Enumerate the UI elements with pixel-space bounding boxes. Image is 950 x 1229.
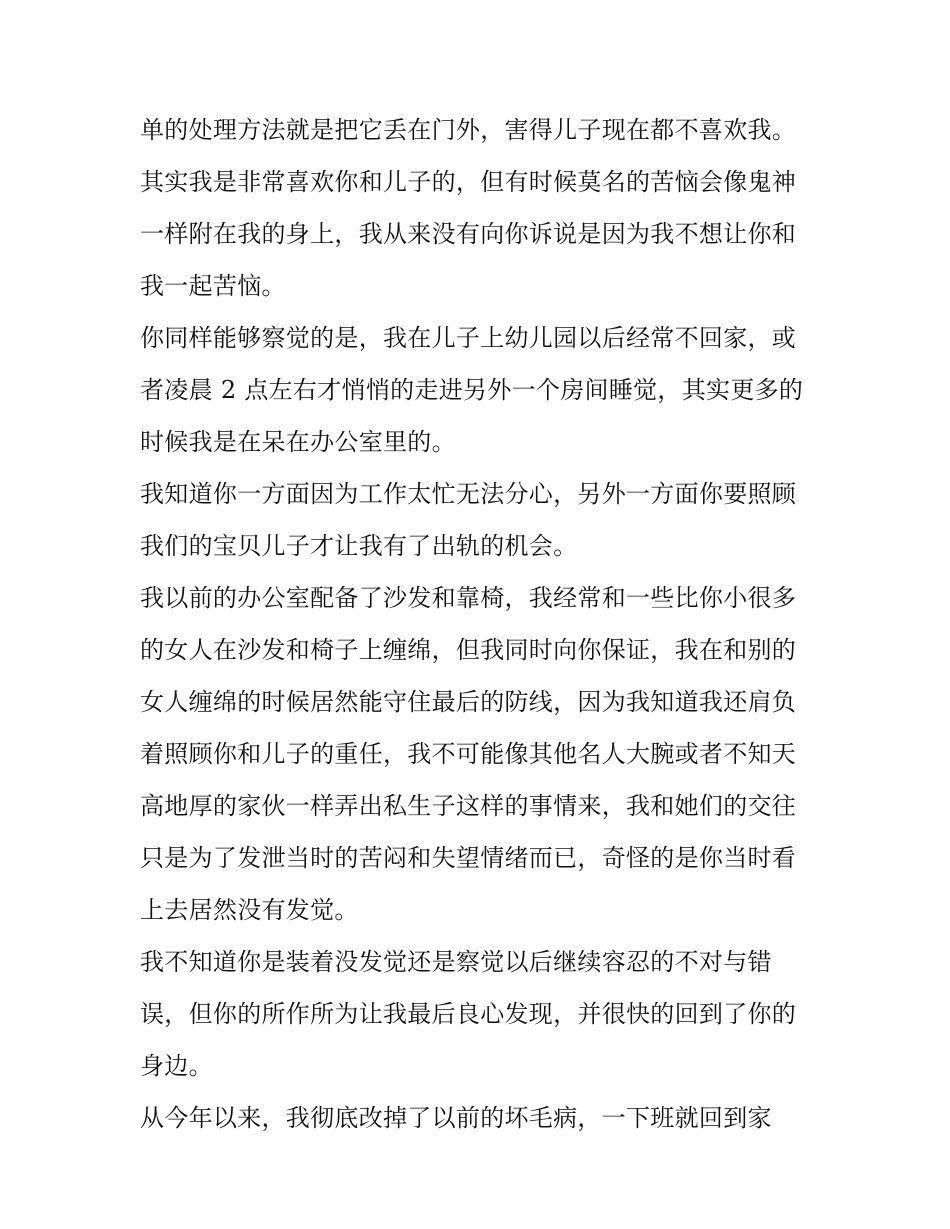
document-body [140, 104, 812, 1144]
paragraph: 我不知道你是装着没发觉还是察觉以后继续容忍的不对与错误，但你的所作所为让我最后良心发现，并很快的回到了你的身边。 [140, 948, 797, 1080]
paragraph: 你同样能够察觉的是，我在儿子上幼儿园以后经常不回家，或者凌晨 2 点左右才悄悄的走进另外一个房间睡觉，其实更多的时候我是在呆在办公室里的。 [140, 324, 804, 456]
paragraph: 其实我是非常喜欢你和儿子的，但有时候莫名的苦恼会像鬼神一样附在我的身上，我从来没有向你诉说是因为我不想让你和我一起苦恼。 [140, 168, 797, 300]
paragraph: 我知道你一方面因为工作太忙无法分心，另外一方面你要照顾我们的宝贝儿子才让我有了出轨的机会。 [140, 480, 797, 560]
paragraph: 我以前的办公室配备了沙发和靠椅，我经常和一些比你小很多的女人在沙发和椅子上缠绵，但我同时向你保证，我在和别的女人缠绵的时候居然能守住最后的防线，因为我知道我还肩负着照顾你和儿子的重任，我不可能像其他名人大腕或者不知天高地厚的家伙一样弄出私生子这样的事情来，我和她们的交往只是为了发泄当时的苦闷和失望情绪而已，奇怪的是你当时看上去居然没有发觉。 [140, 584, 797, 924]
paragraph: 从今年以来，我彻底改掉了以前的坏毛病，一下班就回到家 [140, 1104, 772, 1132]
paragraph: 单的处理方法就是把它丢在门外，害得儿子现在都不喜欢我。 [140, 116, 797, 144]
